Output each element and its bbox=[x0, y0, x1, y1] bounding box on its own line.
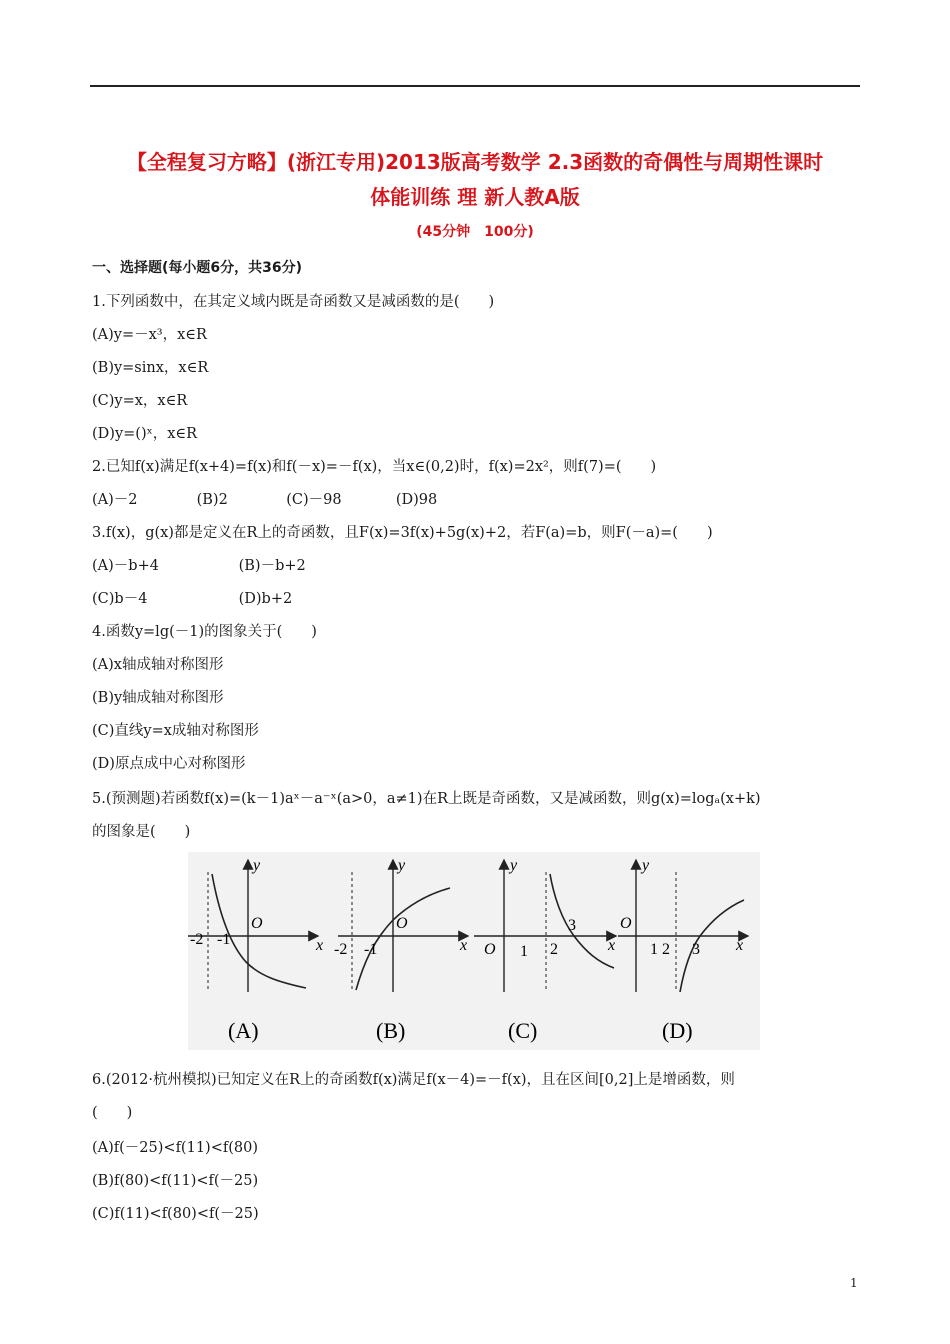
graph-a-x-label: x bbox=[316, 937, 324, 954]
graph-c-tick-1: 1 bbox=[520, 943, 528, 960]
question-1-stem: 1.下列函数中，在其定义域内既是奇函数又是减函数的是( ) bbox=[92, 294, 495, 310]
question-2-option-d: (D)98 bbox=[395, 492, 438, 508]
graph-a-origin: O bbox=[251, 915, 263, 932]
graph-d-x-label: x bbox=[736, 937, 744, 954]
graph-a-caption: (A) bbox=[228, 1018, 259, 1043]
question-6-stem-line2: ( ) bbox=[92, 1105, 133, 1121]
question-5-stem-line1: 5.(预测题)若函数f(x)=(k－1)aˣ－a⁻ˣ(a>0，a≠1)在R上既是奇函数，又是减函数，则g(x)=logₐ(x+k) bbox=[92, 791, 761, 807]
question-4-option-a: (A)x轴成轴对称图形 bbox=[92, 657, 224, 673]
graph-b-tick-1: -2 bbox=[334, 941, 348, 958]
question-6-stem-line1: 6.(2012·杭州模拟)已知定义在R上的奇函数f(x)满足f(x－4)=－f(x)，且在区间[0,2]上是增函数，则 bbox=[92, 1072, 735, 1088]
graph-d-tick-3: 3 bbox=[692, 941, 700, 958]
graph-b-y-label: y bbox=[398, 857, 406, 874]
question-4-option-d: (D)原点成中心对称图形 bbox=[92, 756, 246, 772]
section-heading: 一、选择题(每小题6分，共36分) bbox=[92, 260, 303, 276]
graph-d-caption: (D) bbox=[662, 1018, 693, 1043]
question-3-options-row1 bbox=[92, 554, 306, 575]
question-3-option-d: (D)b+2 bbox=[238, 591, 293, 607]
question-2-stem: 2.已知f(x)满足f(x+4)=f(x)和f(－x)=－f(x)，当x∈(0,2)时，f(x)=2x²，则f(7)=( ) bbox=[92, 459, 657, 475]
graph-d-tick-2: 2 bbox=[662, 941, 670, 958]
graph-b-x-label: x bbox=[460, 937, 468, 954]
question-1-option-a: (A)y=－x³，x∈R bbox=[92, 327, 207, 343]
graph-b-origin: O bbox=[396, 915, 408, 932]
question-6-option-a: (A)f(－25)<f(11)<f(80) bbox=[92, 1140, 258, 1156]
header-rule bbox=[90, 85, 860, 87]
graph-b-tick-2: -1 bbox=[364, 941, 378, 958]
question-3-stem: 3.f(x)，g(x)都是定义在R上的奇函数，且F(x)=3f(x)+5g(x)+2，若F(a)=b，则F(－a)=( ) bbox=[92, 525, 713, 541]
question-2-option-c: (C)－98 bbox=[286, 492, 342, 508]
question-5-stem-line2: 的图象是( ) bbox=[92, 824, 191, 840]
graph-c-origin: O bbox=[484, 941, 496, 958]
graph-b-caption: (B) bbox=[376, 1018, 406, 1043]
document-title-line2: 体能训练 理 新人教A版 bbox=[370, 185, 580, 209]
question-4-stem: 4.函数y=lg(－1)的图象关于( ) bbox=[92, 624, 317, 640]
graph-c-y-label: y bbox=[510, 857, 518, 874]
question-1-option-c: (C)y=x，x∈R bbox=[92, 393, 188, 409]
graph-d-origin: O bbox=[620, 915, 632, 932]
page-number: 1 bbox=[850, 1276, 858, 1290]
question-2-option-a: (A)－2 bbox=[92, 492, 138, 508]
graph-a-y-label: y bbox=[253, 857, 261, 874]
graph-d-tick-1: 1 bbox=[650, 941, 658, 958]
question-3-option-b: (B)－b+2 bbox=[238, 558, 306, 574]
graph-a-tick-1: -2 bbox=[190, 931, 204, 948]
question-1-option-b: (B)y=sinx，x∈R bbox=[92, 360, 209, 376]
graph-c-tick-3: 3 bbox=[568, 917, 576, 934]
question-6-option-b: (B)f(80)<f(11)<f(－25) bbox=[92, 1173, 259, 1189]
question-5-graph-figure bbox=[188, 852, 760, 1050]
graph-c-x-label: x bbox=[608, 937, 616, 954]
question-3-option-c: (C)b－4 bbox=[92, 591, 148, 607]
question-2-options bbox=[92, 488, 437, 509]
question-3-options-row2 bbox=[92, 587, 292, 608]
graph-c-caption: (C) bbox=[508, 1018, 538, 1043]
graph-d-y-label: y bbox=[642, 857, 650, 874]
question-3-option-a: (A)－b+4 bbox=[92, 558, 159, 574]
document-title-line1: 【全程复习方略】(浙江专用)2013版高考数学 2.3函数的奇偶性与周期性课时 bbox=[126, 150, 824, 174]
document-subtitle: (45分钟 100分) bbox=[416, 224, 534, 240]
question-4-option-c: (C)直线y=x成轴对称图形 bbox=[92, 723, 259, 739]
graph-c-tick-2: 2 bbox=[550, 941, 558, 958]
graph-a-tick-2: -1 bbox=[217, 931, 231, 948]
question-2-option-b: (B)2 bbox=[196, 492, 228, 508]
question-6-option-c: (C)f(11)<f(80)<f(－25) bbox=[92, 1206, 259, 1222]
question-1-option-d: (D)y=()ˣ，x∈R bbox=[92, 426, 198, 442]
question-4-option-b: (B)y轴成轴对称图形 bbox=[92, 690, 224, 706]
